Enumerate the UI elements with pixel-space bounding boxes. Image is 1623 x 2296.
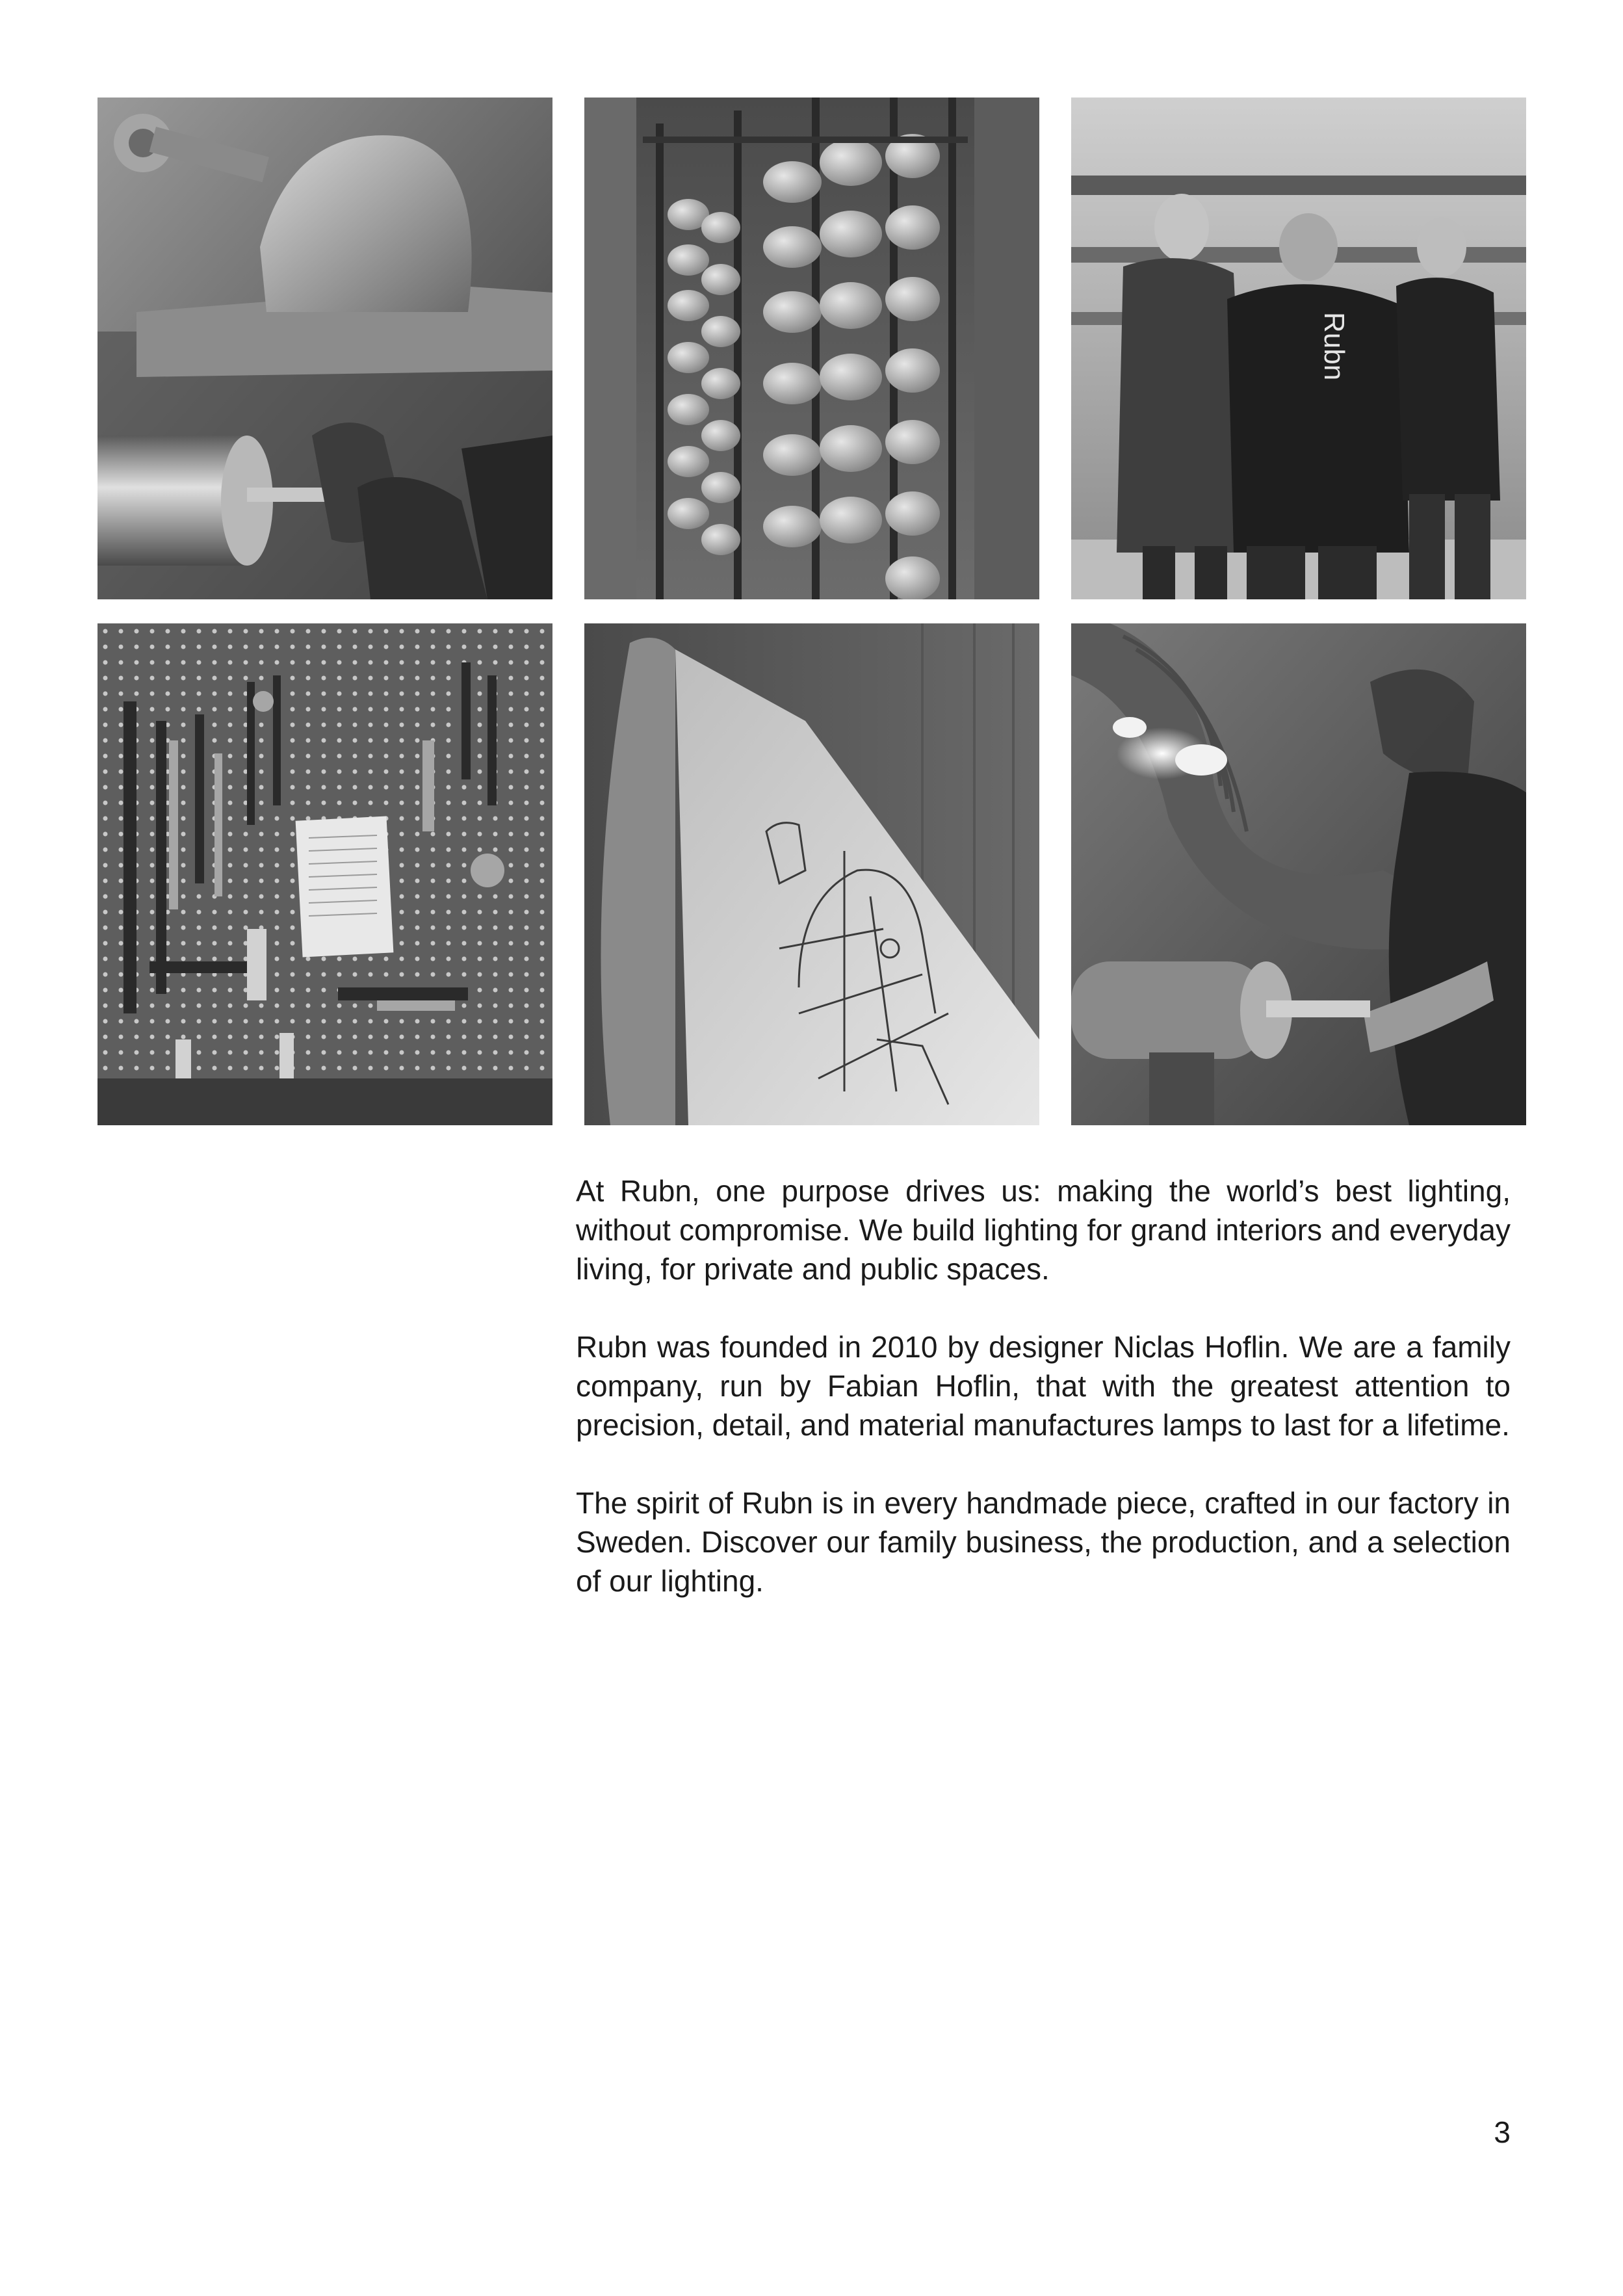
page-number: 3 (1494, 2115, 1511, 2149)
body-paragraph: At Rubn, one purpose drives us: making the world’s best lighting, without compromise. We build lighting for grand interiors and everyday living, for private and public spaces. (576, 1174, 1511, 1286)
photo-grinding-work-image (1071, 623, 1526, 1125)
photo-lamp-shades-rack (584, 98, 1039, 599)
photo-lamp-shades-rack-image (584, 98, 1039, 599)
shirt-logo-text: Rubn (1318, 312, 1350, 381)
body-text (576, 1171, 1511, 1639)
photo-sketch-pad-image (584, 623, 1039, 1125)
photo-team-in-factory-image (1071, 98, 1526, 599)
body-paragraph: The spirit of Rubn is in every handmade piece, crafted in our factory in Sweden. Discover our family business, the production, and a selection of our lighting. (576, 1486, 1511, 1598)
photo-grid (97, 98, 1526, 1125)
photo-tool-wall-image (97, 623, 552, 1125)
photo-grinding-work (1071, 623, 1526, 1125)
photo-tool-wall (97, 623, 552, 1125)
photo-lamp-shade-spinning-image (97, 98, 552, 599)
photo-lamp-shade-spinning (97, 98, 552, 599)
body-paragraph: Rubn was founded in 2010 by designer Niclas Hoflin. We are a family company, run by Fabian Hoflin, that with the greatest attention to precision, detail, and material manufactures lamps to last for a lifetime. (576, 1330, 1511, 1442)
photo-team-in-factory (1071, 98, 1526, 599)
photo-sketch-pad (584, 623, 1039, 1125)
